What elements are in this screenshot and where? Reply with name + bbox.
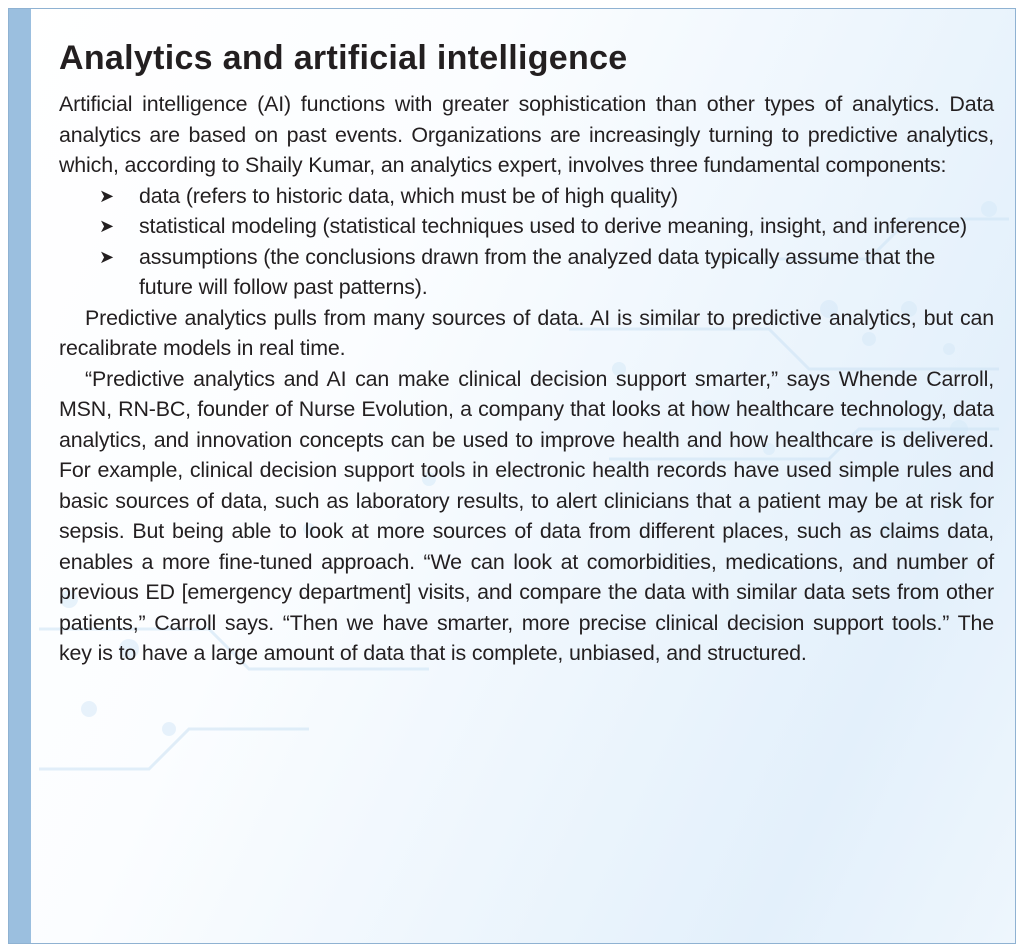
list-item: [99, 211, 994, 242]
list-item: [99, 242, 994, 303]
paragraph-carroll-quote: “Predictive analytics and AI can make clinical decision support smarter,” says Whende Carroll, MSN, RN-BC, founder of Nurse Evolution, a company that looks at how healthcare technology, data analytics, and innovation concepts can be used to improve health and how healthcare is delivered. For example, clinical decision support tools in electronic health records have used simple rules and basic sources of data, such as laboratory results, to alert clinicians that a patient may be at risk for sepsis. But being able to look at more sources of data from different places, such as claims data, enables a more fine-tuned approach. “We can look at comorbidities, medications, and number of previous ED [emergency department] visits, and compare the data with similar data sets from other patients,” Carroll says. “Then we have smarter, more precise clinical decision support tools.” The key is to have a large amount of data that is complete, unbiased, and structured.: [59, 366, 994, 665]
arrowhead-bullet-icon: ➤: [99, 246, 114, 267]
paragraph-predictive-analytics: Predictive analytics pulls from many sources of data. AI is similar to predictive analytics, but can recalibrate models in real time.: [59, 305, 994, 360]
list-item-text: assumptions (the conclusions drawn from the analyzed data typically assume that the future will follow past patterns).: [139, 244, 936, 299]
sidebar-content: [59, 35, 994, 669]
arrowhead-bullet-icon: ➤: [99, 185, 114, 206]
list-item-text: statistical modeling (statistical techniques used to derive meaning, insight, and inference): [139, 214, 968, 238]
intro-paragraph: Artificial intelligence (AI) functions with greater sophistication than other types of analytics. Data analytics are based on past events. Organizations are increasingly turning to predictive analytics, which, according to Shaily Kumar, an analytics expert, involves three fundamental components:: [59, 92, 994, 177]
arrowhead-bullet-icon: ➤: [99, 216, 114, 236]
sidebar-box: [8, 8, 1016, 944]
sidebar-title: Analytics and artificial intelligence: [59, 39, 628, 77]
list-item: [99, 181, 994, 212]
list-item-text: data (refers to historic data, which must be of high quality): [139, 183, 678, 208]
component-list: [59, 181, 994, 303]
